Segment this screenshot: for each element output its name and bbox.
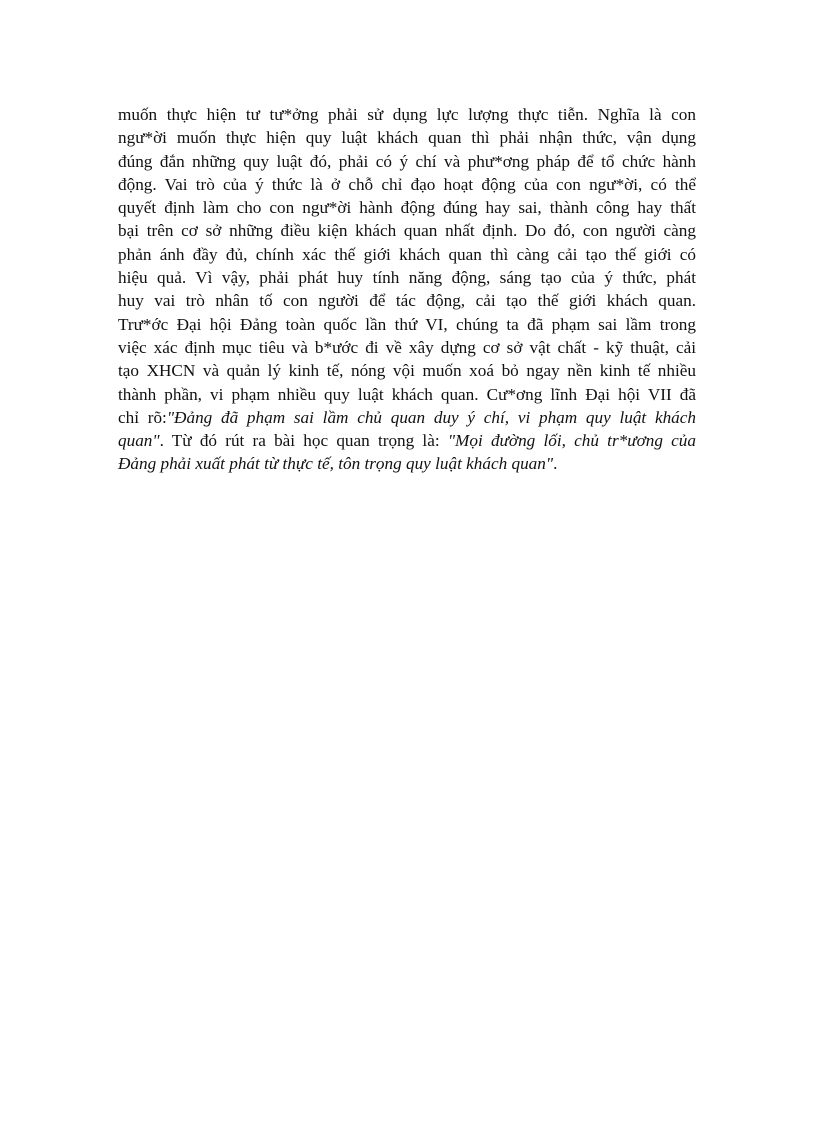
quoted-text: Đảng phải xuất phát từ thực tế, tôn trọng quy luật khách quan" [118,454,554,474]
text-segment: động. Vai trò của ý thức là ở chỗ chỉ đạo hoạt động của con ngư*ời, có thể [118,174,696,194]
quoted-text: "Mọi đường lối, chủ tr*ương của [447,431,696,451]
text-line [118,336,696,359]
text-segment: chỉ rõ: [118,407,167,427]
text-line [118,126,696,149]
text-segment: quyết định làm cho con ngư*ời hành động đúng hay sai, thành công hay thất [118,198,696,218]
text-segment: . Từ đó rút ra bài học quan trọng là: [159,431,448,451]
text-line [118,452,696,475]
text-segment: bại trên cơ sở những điều kiện khách quan nhất định. Do đó, con người càng [118,221,696,241]
quoted-text: quan" [118,431,160,451]
text-line [118,196,696,219]
text-segment: muốn thực hiện tư tư*ởng phải sử dụng lực lượng thực tiễn. Nghĩa là con [118,105,696,124]
text-line [118,383,696,406]
text-line [118,313,696,336]
text-line [118,289,696,312]
text-line [118,359,696,382]
text-segment: đúng đắn những quy luật đó, phải có ý chí và phư*ơng pháp để tổ chức hành [118,151,696,171]
text-line [118,406,696,429]
text-segment: phản ánh đầy đủ, chính xác thế giới khách quan thì càng cải tạo thế giới có [118,244,696,264]
text-segment: thành phần, vi phạm nhiều quy luật khách quan. Cư*ơng lĩnh Đại hội VII đã [118,384,696,404]
body-paragraph [118,103,696,476]
text-line [118,266,696,289]
text-segment: huy vai trò nhân tố con người để tác động, cải tạo thế giới khách quan. [118,291,696,311]
text-segment: . [553,454,558,474]
text-line [118,103,696,126]
text-line [118,429,696,452]
text-segment: hiệu quả. Vì vậy, phải phát huy tính năng động, sáng tạo của ý thức, phát [118,268,696,288]
text-line [118,173,696,196]
quoted-text: "Đảng đã phạm sai lầm chủ quan duy ý chí, vi phạm quy luật khách [166,407,696,427]
text-segment: ngư*ời muốn thực hiện quy luật khách quan thì phải nhận thức, vận dụng [118,128,696,148]
text-line [118,150,696,173]
text-line [118,219,696,242]
text-segment: Trư*ớc Đại hội Đảng toàn quốc lần thứ VI, chúng ta đã phạm sai lầm trong [118,314,696,334]
text-segment: tạo XHCN và quản lý kinh tế, nóng vội muốn xoá bỏ ngay nền kinh tế nhiều [118,361,696,381]
text-segment: việc xác định mục tiêu và b*ước đi về xây dựng cơ sở vật chất - kỹ thuật, cải [118,337,696,357]
text-line [118,243,696,266]
